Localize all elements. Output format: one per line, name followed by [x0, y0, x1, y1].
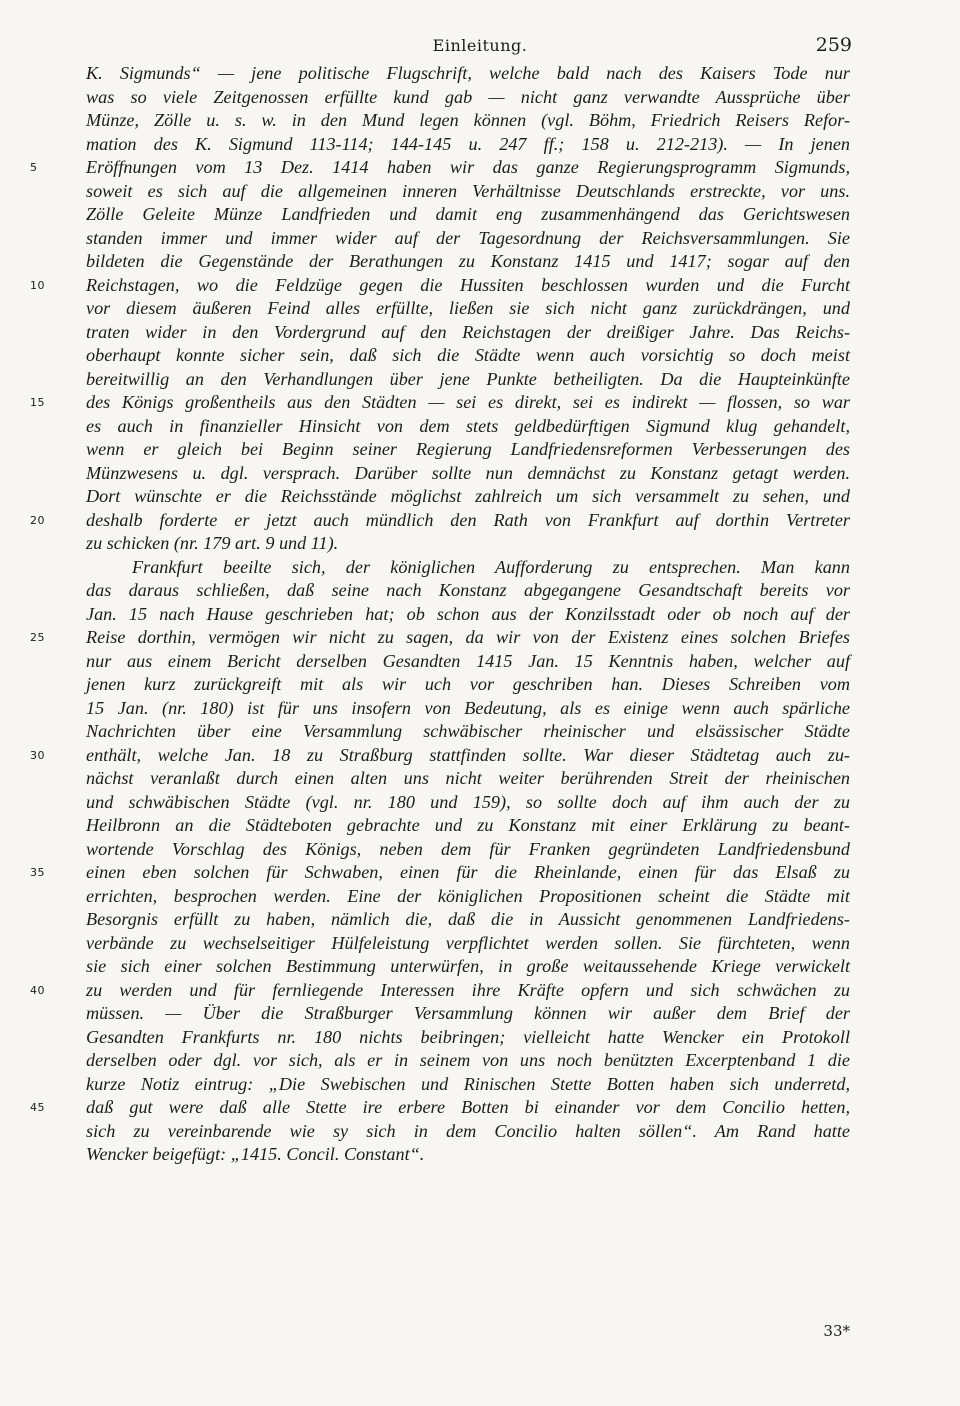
text-line	[86, 532, 850, 556]
text-line	[86, 1143, 850, 1167]
line-text: Münzwesens u. dgl. versprach. Darüber sollte nun demnächst zu Konstanz getagt werden.	[86, 462, 850, 483]
text-line	[86, 344, 850, 368]
text-line	[86, 908, 850, 932]
line-text: und schwäbischen Städte (vgl. nr. 180 und 159), so sollte doch auf ihm auch der zu	[86, 791, 850, 812]
line-text: Heilbronn an die Städteboten gebrachte und zu Konstanz mit einer Erklärung zu beant-	[86, 815, 850, 835]
text-line	[86, 462, 850, 486]
line-number: 5	[30, 161, 38, 174]
text-line	[86, 673, 850, 697]
text-line	[30, 509, 850, 533]
line-text: wenn er gleich bei Beginn seiner Regierung Landfriedensreformen Verbesserungen des	[86, 439, 850, 459]
text-line	[86, 720, 850, 744]
printer-signature: 33*	[823, 1322, 850, 1340]
text-line	[86, 297, 850, 321]
line-text: Nachrichten über eine Versammlung schwäbischer rheinischer und elsässischer Städte	[86, 721, 850, 741]
line-text: Dort wünschte er die Reichsstände möglichst zahlreich um sich versammelt zu sehen, und	[86, 486, 850, 506]
text-line	[86, 838, 850, 862]
text-line	[86, 180, 850, 204]
text-line	[30, 626, 850, 650]
line-text: K. Sigmunds“ — jene politische Flugschrift, welche bald nach des Kaisers Tode nur	[86, 63, 850, 83]
line-text: Jan. 15 nach Hause geschrieben hat; ob schon aus der Konzilsstadt oder ob noch auf der	[86, 603, 850, 624]
line-text: bildeten die Gegenstände der Berathungen zu Konstanz 1415 und 1417; sogar auf den	[86, 251, 850, 271]
body-text	[30, 62, 850, 1167]
text-line	[86, 227, 850, 251]
line-text: Eröffnungen vom 13 Dez. 1414 haben wir das ganze Regierungsprogramm Sigmunds,	[86, 157, 850, 177]
text-line	[86, 1026, 850, 1050]
text-line	[30, 979, 850, 1003]
line-text: vor diesem äußeren Feind alles erfüllte, ließen sie sich nicht ganz zurückdrängen, und	[86, 298, 850, 318]
line-text: Zölle Geleite Münze Landfrieden und damit eng zusammenhängend das Gerichtswesen	[86, 204, 850, 224]
text-line	[86, 109, 850, 133]
line-text: nur aus einem Bericht derselben Gesandten 1415 Jan. 15 Kenntnis haben, welcher auf	[86, 650, 850, 671]
page-number: 259	[815, 34, 852, 56]
line-number: 15	[30, 396, 45, 409]
line-text: zu werden und für fernliegende Interessen ihre Kräfte opfern und sich schwächen zu	[86, 979, 850, 1000]
line-text: verbände zu wechselseitiger Hülfeleistung verpflichtet werden sollen. Sie fürchteten, wenn	[86, 932, 850, 953]
line-text: Reichstagen, wo die Feldzüge gegen die Hussiten beschlossen wurden und die Furcht	[86, 274, 850, 295]
line-text: soweit es sich auf die allgemeinen inneren Verhältnisse Deutschlands erstreckte, vor uns.	[86, 180, 850, 201]
line-number: 10	[30, 278, 45, 292]
line-number: 30	[30, 748, 45, 762]
text-line	[86, 1002, 850, 1026]
text-line	[86, 62, 850, 86]
text-line	[86, 556, 850, 580]
line-text: jenen kurz zurückgreift mit als wir uch vor geschriben han. Dieses Schreiben vom	[86, 674, 850, 694]
text-line	[30, 156, 850, 180]
line-number: 45	[30, 1101, 45, 1114]
line-text: Reise dorthin, vermögen wir nicht zu sagen, da wir von der Existenz eines solchen Briefes	[86, 627, 850, 647]
text-line	[86, 250, 850, 274]
text-line	[86, 932, 850, 956]
text-line	[86, 415, 850, 439]
line-text: wortende Vorschlag des Königs, neben dem für Franken gegründeten Landfriedensbund	[86, 838, 850, 859]
line-text: kurze Notiz eintrug: „Die Swebischen und Rinischen Stette Botten haben sich underretd,	[86, 1073, 850, 1094]
text-line	[86, 697, 850, 721]
line-text: traten wider in den Vordergrund auf den Reichstagen der dreißiger Jahre. Das Reichs-	[86, 321, 850, 342]
line-text: errichten, besprochen werden. Eine der königlichen Propositionen scheint die Städte mit	[86, 885, 850, 906]
line-text: sie sich einer solchen Bestimmung unterwürfen, in große weitaussehende Kriege verwickelt	[86, 956, 850, 976]
line-text: nächst veranlaßt durch einen alten uns nicht weiter berührenden Streit der rheinischen	[86, 768, 850, 788]
line-text: 15 Jan. (nr. 180) ist für uns insofern von Bedeutung, als es einige wenn auch spärliche	[86, 697, 850, 718]
text-line	[30, 744, 850, 768]
text-line	[86, 603, 850, 627]
line-text: sich zu vereinbarende wie sy sich in dem Concilio halten söllen“. Am Rand hatte	[86, 1120, 850, 1141]
line-text: was so viele Zeitgenossen erfüllte kund gab — nicht ganz verwandte Aussprüche über	[86, 86, 850, 107]
line-text: deshalb forderte er jetzt auch mündlich den Rath von Frankfurt auf dorthin Vertreter	[86, 509, 850, 530]
text-line	[86, 579, 850, 603]
line-text: Wencker beigefügt: „1415. Concil. Constant“.	[86, 1144, 425, 1164]
line-text: oberhaupt konnte sicher sein, daß sich die Städte wenn auch vorsichtig so doch meist	[86, 345, 850, 365]
text-line	[86, 955, 850, 979]
line-text: mation des K. Sigmund 113-114; 144-145 u. 247 ff.; 158 u. 212-213). — In jenen	[86, 133, 850, 154]
text-line	[86, 650, 850, 674]
line-number: 40	[30, 983, 45, 997]
text-line	[30, 861, 850, 885]
line-text: Münze, Zölle u. s. w. in den Mund legen können (vgl. Böhm, Friedrich Reisers Refor-	[86, 110, 850, 130]
text-line	[86, 203, 850, 227]
text-line	[86, 86, 850, 110]
line-text: müssen. — Über die Straßburger Versammlung können wir außer dem Brief der	[86, 1003, 850, 1023]
text-line	[30, 1096, 850, 1120]
text-line	[86, 133, 850, 157]
line-text: Besorgnis erfüllt zu haben, nämlich die, daß die in Aussicht genommenen Landfriedens-	[86, 909, 850, 929]
line-text: standen immer und immer wider auf der Tagesordnung der Reichsversammlungen. Sie	[86, 227, 850, 248]
text-line	[86, 791, 850, 815]
line-number: 25	[30, 631, 45, 644]
text-line	[86, 1120, 850, 1144]
line-text: zu schicken (nr. 179 art. 9 und 11).	[86, 533, 339, 553]
line-text: das daraus schließen, daß seine nach Konstanz abgegangene Gesandtschaft bereits vor	[86, 580, 850, 600]
line-number: 35	[30, 866, 45, 879]
line-text: enthält, welche Jan. 18 zu Straßburg stattfinden sollte. War dieser Städtetag auch zu-	[86, 744, 850, 765]
line-text: einen eben solchen für Schwaben, einen für die Rheinlande, einen für das Elsaß zu	[86, 862, 850, 882]
text-line	[86, 485, 850, 509]
text-line	[86, 767, 850, 791]
line-text: es auch in finanzieller Hinsicht von dem stets geldbedürftigen Sigmund klug gehandelt,	[86, 415, 850, 436]
text-line	[86, 321, 850, 345]
running-header: Einleitung.	[432, 36, 528, 55]
text-line	[86, 1049, 850, 1073]
line-text: Gesandten Frankfurts nr. 180 nichts beibringen; vielleicht hatte Wencker ein Protokoll	[86, 1026, 850, 1047]
text-line	[86, 438, 850, 462]
line-text: daß gut were daß alle Stette ire erbere Botten bi einander vor dem Concilio hetten,	[86, 1097, 850, 1117]
line-text: Frankfurt beeilte sich, der königlichen Aufforderung zu entsprechen. Man kann	[132, 556, 850, 577]
text-line	[86, 885, 850, 909]
line-text: derselben oder dgl. vor sich, als er in seinem von uns noch benützten Excerptenband 1 die	[86, 1050, 850, 1070]
line-number: 20	[30, 513, 45, 527]
text-line	[86, 1073, 850, 1097]
line-text: des Königs großentheils aus den Städten — sei es direkt, sei es indirekt — flossen, so war	[86, 392, 850, 412]
text-line	[30, 391, 850, 415]
text-line	[30, 274, 850, 298]
text-line	[86, 814, 850, 838]
line-text: bereitwillig an den Verhandlungen über jene Punkte betheiligten. Da die Haupteinkünfte	[86, 368, 850, 389]
text-line	[86, 368, 850, 392]
